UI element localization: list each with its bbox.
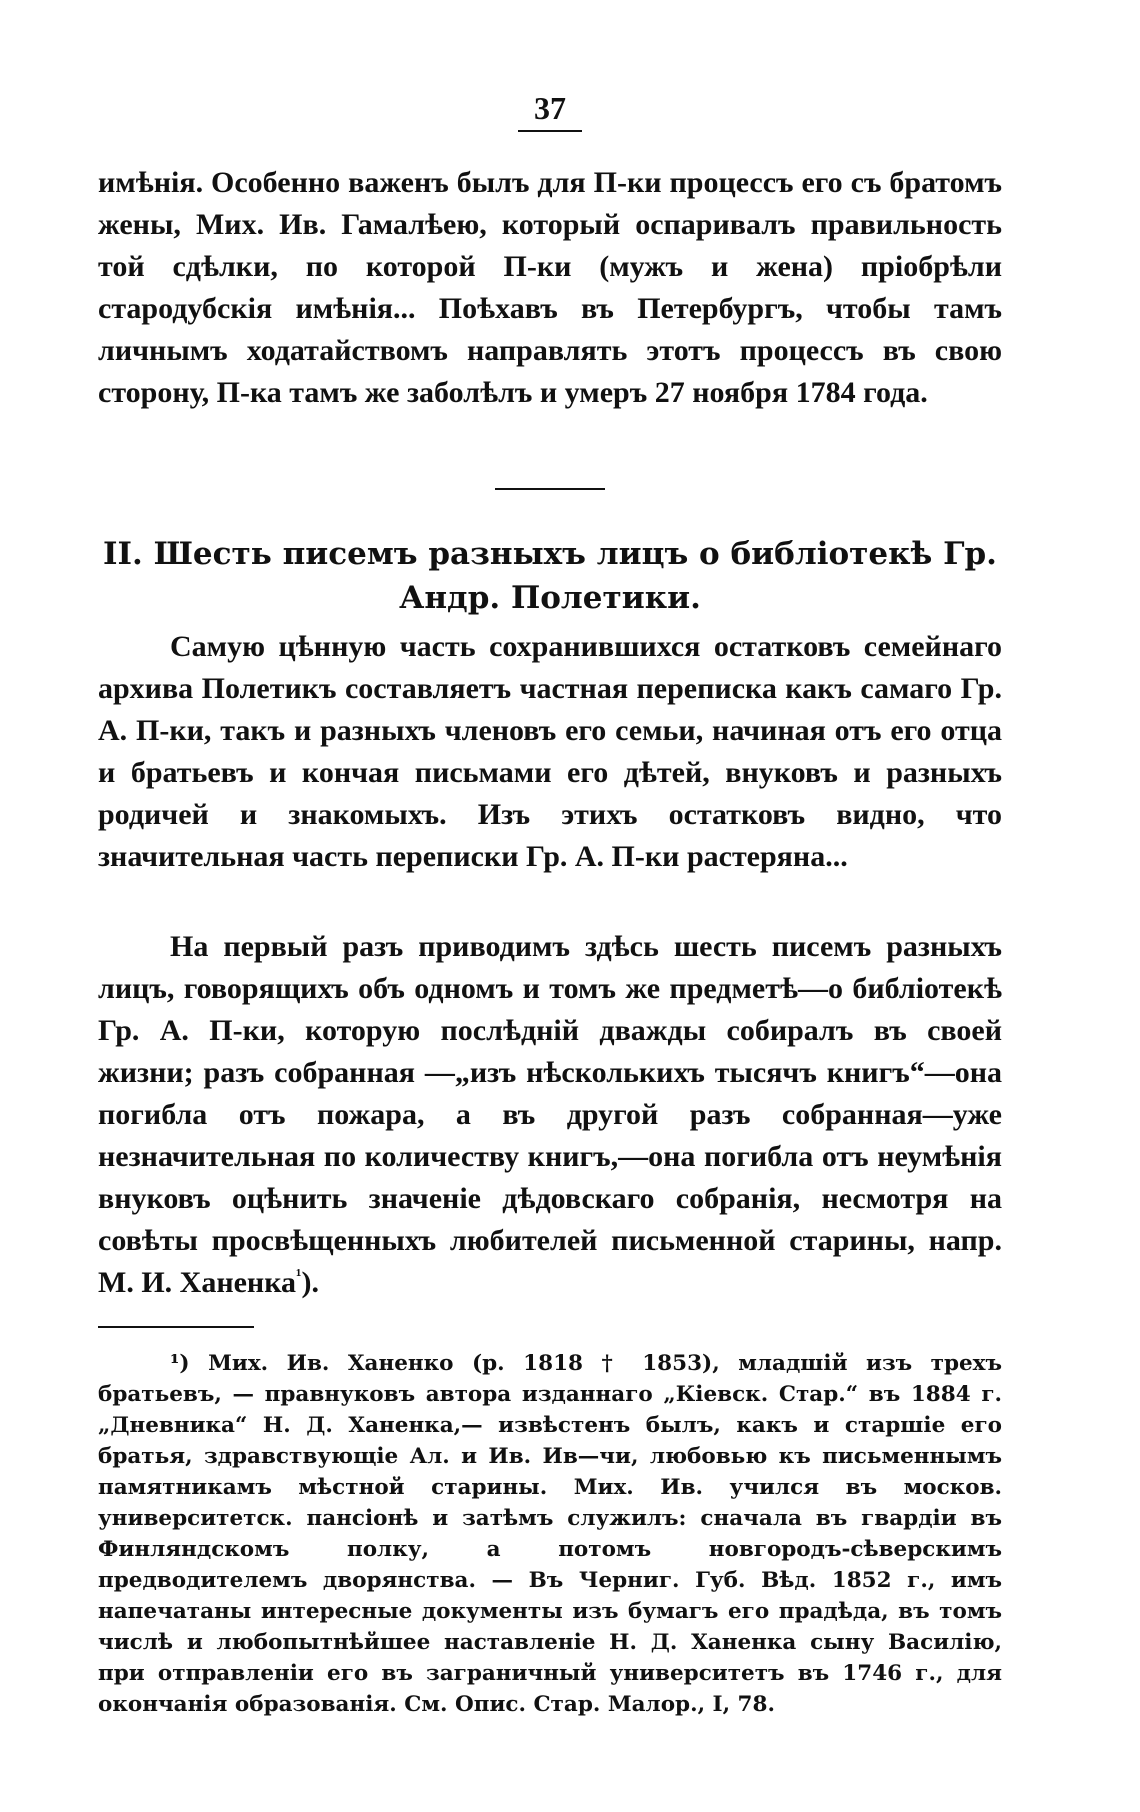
footnote bbox=[98, 1348, 1002, 1720]
section-separator bbox=[495, 488, 605, 490]
footnote-rule bbox=[98, 1326, 254, 1328]
page-number-text: 37 bbox=[518, 88, 582, 132]
section-heading-line-2: Андр. Полетики. bbox=[399, 580, 701, 616]
paragraph-letters-end: ). bbox=[301, 1266, 319, 1299]
paragraph-continuation: имѣнія. Особенно важенъ былъ для П-ки процессъ его съ братомъ жены, Мих. Ив. Гамалѣею, который оспаривалъ правильность той сдѣлки, по которой П-ки (мужъ и жена) пріобрѣли стародубскія имѣнія... Поѣхавъ въ Петербургъ, чтобы тамъ личнымъ ходатайствомъ направлять этотъ процессъ въ свою сторону, П-ка тамъ же заболѣлъ и умеръ 27 ноября 1784 года. bbox=[98, 166, 1002, 409]
paragraph-letters bbox=[98, 926, 1002, 1304]
section-heading bbox=[98, 532, 1002, 620]
footnote-body bbox=[98, 1348, 1002, 1720]
section-heading-line-1: II. Шесть писемъ разныхъ лицъ о библіотекѣ Гр. bbox=[103, 536, 997, 572]
footnote-text: Мих. Ив. Ханенко (р. 1818 † 1853), младшій изъ трехъ братьевъ, — правнуковъ автора изданнаго „Кіевск. Стар.“ въ 1884 г. „Дневника“ Н. Д. Ханенка,— извѣстенъ былъ, какъ и старшіе его братья, здравствующіе Ал. и Ив. Ив—чи, любовью къ письменнымъ памятникамъ мѣстной старины. Мих. Ив. учился въ москов. университетск. пансіонѣ и затѣмъ служилъ: сначала въ гвардіи въ Финляндскомъ полку, а потомъ новгородъ-сѣверскимъ предводителемъ дворянства. — Въ Черниг. Губ. Вѣд. 1852 г., имъ напечатаны интересные документы изъ бумагъ его прадѣда, въ томъ числѣ и любопытнѣйшее наставленіе Н. Д. Ханенка сыну Василію, при отправленіи его въ заграничный университетъ въ 1746 г., для окончанія образованія. См. Опис. Стар. Малор., I, 78. bbox=[98, 1351, 1002, 1717]
footnote-marker: ¹) bbox=[170, 1351, 190, 1376]
page-number bbox=[98, 88, 1002, 132]
paragraph-archive: Самую цѣнную часть сохранившихся остатковъ семейнаго архива Полетикъ составляетъ частная переписка какъ самаго Гр. А. П-ки, такъ и разныхъ членовъ его семьи, начиная отъ его отца и братьевъ и кончая письмами его дѣтей, внуковъ и разныхъ родичей и знакомыхъ. Изъ этихъ остатковъ видно, что значительная часть переписки Гр. А. П-ки растеряна... bbox=[98, 630, 1002, 873]
paragraph-letters-text: На первый разъ приводимъ здѣсь шесть писемъ разныхъ лицъ, говорящихъ объ одномъ и томъ же предметѣ—о библіотекѣ Гр. А. П-ки, которую послѣдній дважды собиралъ въ своей жизни; разъ собранная —„изъ нѣсколькихъ тысячъ книгъ“—она погибла отъ пожара, а въ другой разъ собранная—уже незначительная по количеству книгъ,—она погибла отъ неумѣнія внуковъ оцѣнить значеніе дѣдовскаго собранія, несмотря на совѣты просвѣщенныхъ любителей письменной старины, напр. М. И. Ханенка bbox=[98, 930, 1002, 1299]
footnote-reference: ¹ bbox=[296, 1265, 302, 1285]
